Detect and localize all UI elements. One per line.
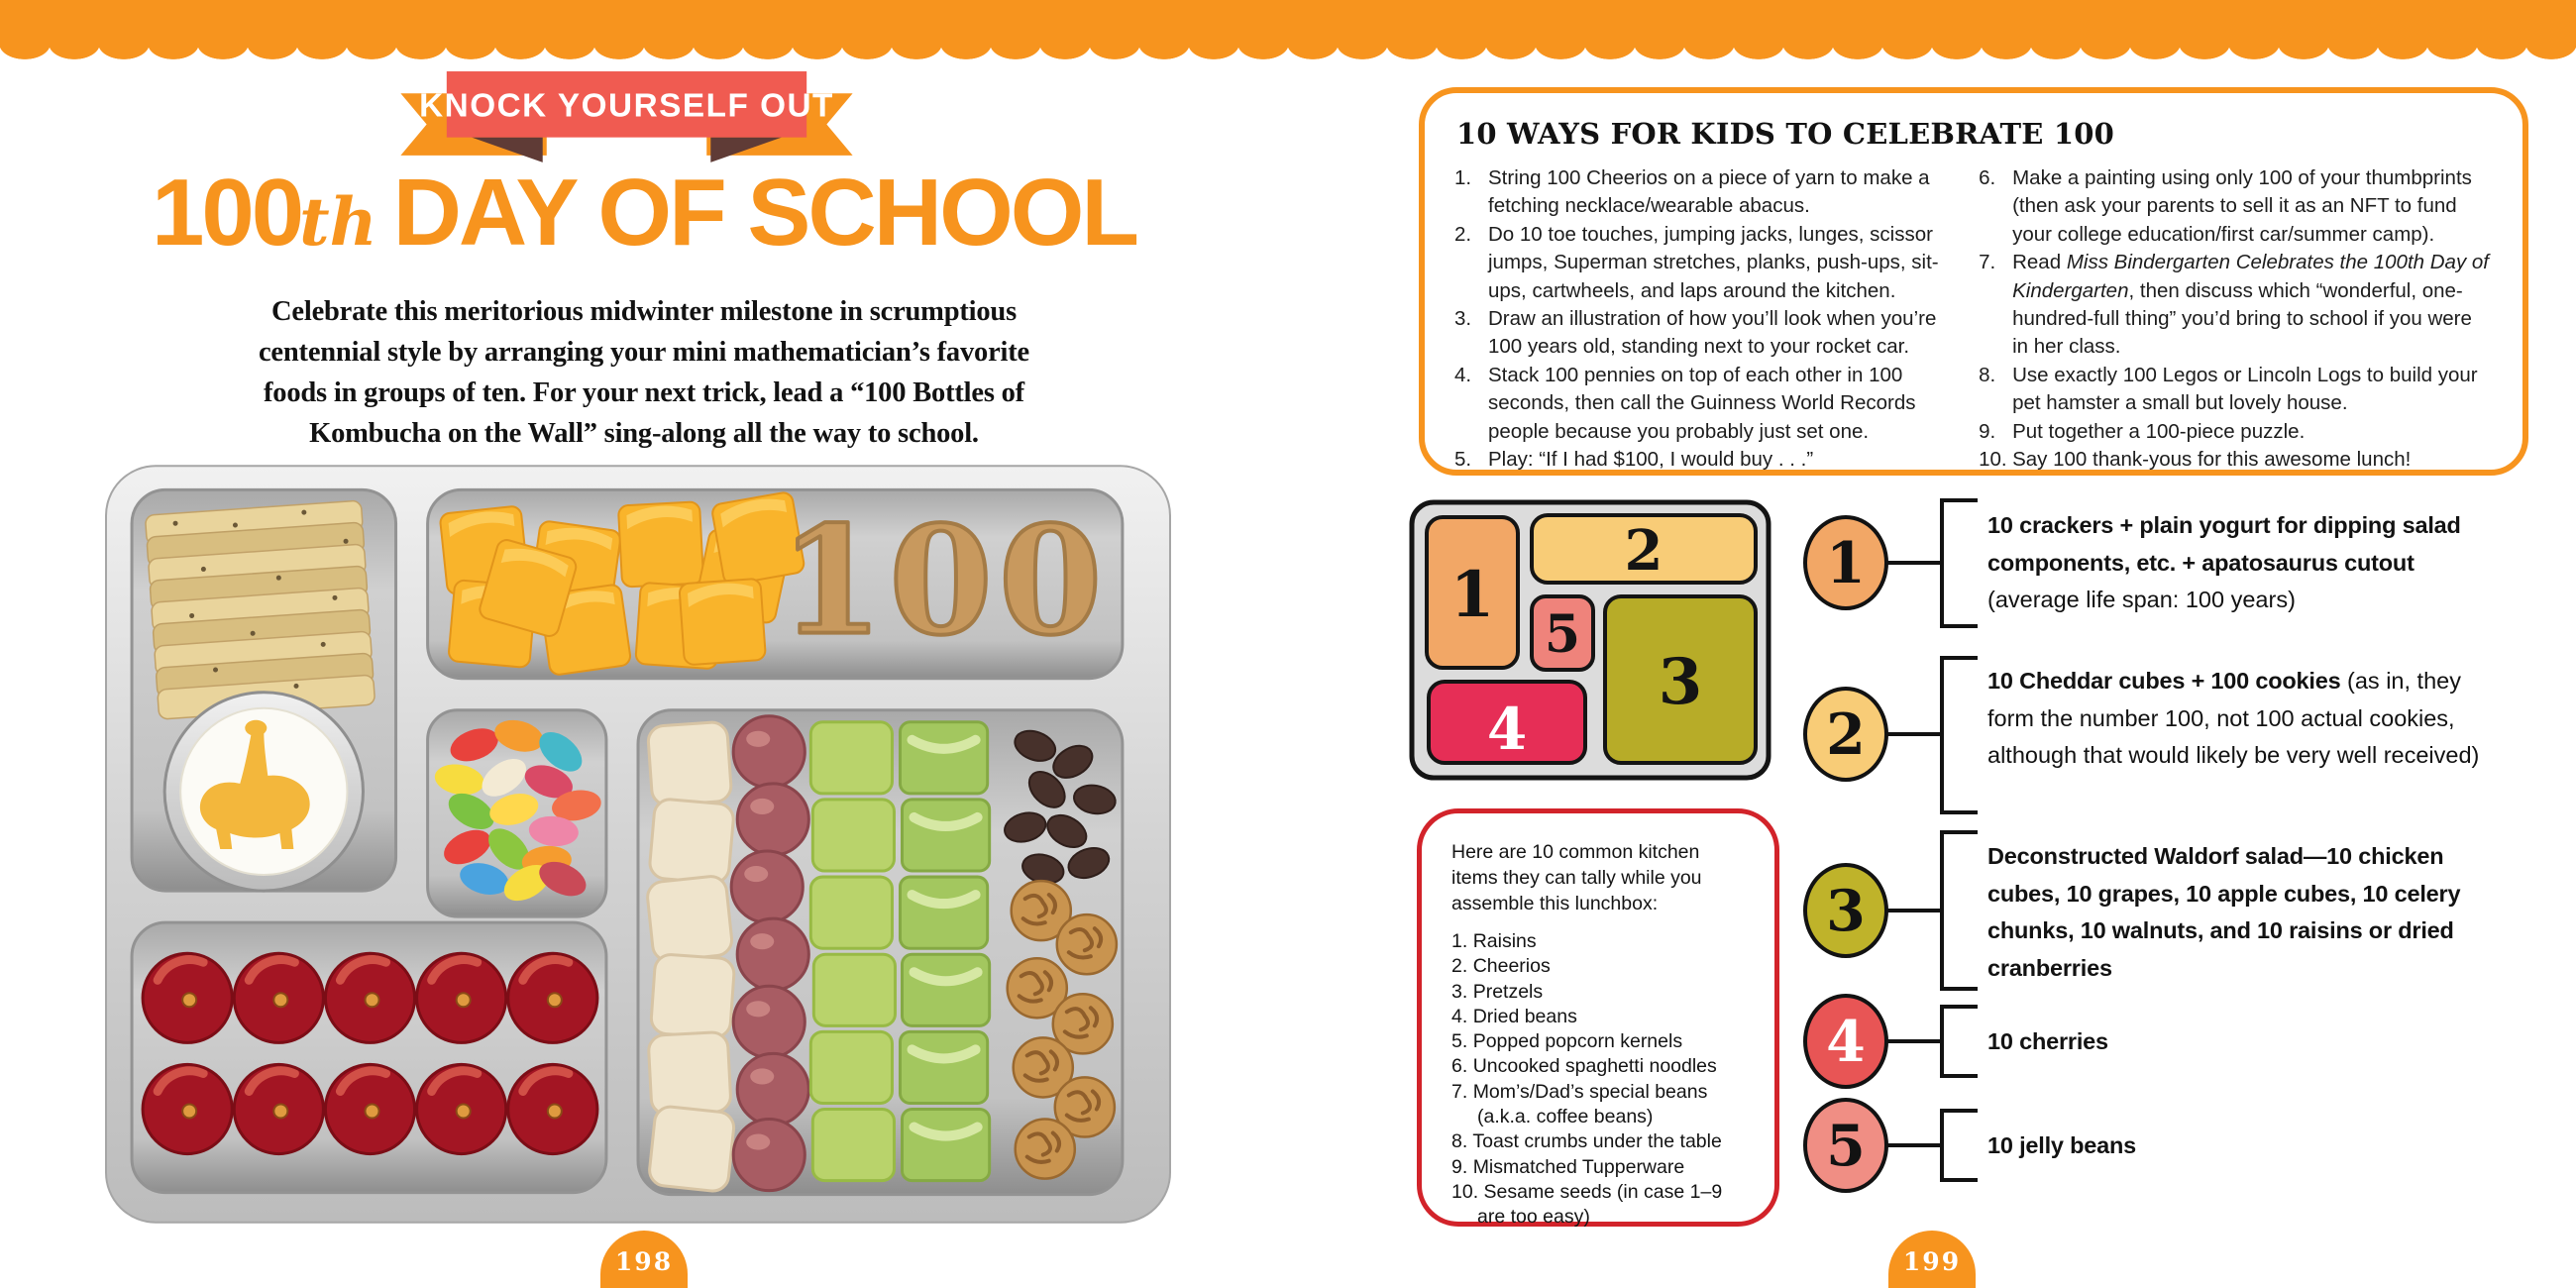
legend-text-3: Deconstructed Waldorf salad—10 chicken cubes, 10 grapes, 10 apple cubes, 10 celery chunks, 10 walnuts, and 10 raisins or dried cranberries <box>1987 843 2461 981</box>
way-item: 5. Play: “If I had $100, I would buy . . .” <box>1454 448 1814 472</box>
legend-bracket <box>1940 656 1978 814</box>
title-ordinal: th <box>299 183 377 261</box>
ten-ways-box <box>1419 87 2528 476</box>
kitchen-list <box>1451 929 1749 1231</box>
page-number-tab-right <box>1888 1231 1976 1288</box>
lunchbox-tray-graphic <box>102 462 1174 1227</box>
intro-line: foods in groups of ten. For your next trick, lead a “100 Bottles of <box>264 377 1024 408</box>
ten-ways-heading: 10 WAYS FOR KIDS TO CELEBRATE 100 <box>1456 117 2115 151</box>
kitchen-item: 2. Cheerios <box>1451 955 1551 978</box>
way-item: 9. Put together a 100-piece puzzle. <box>1979 419 2306 443</box>
legend-circle-3 <box>1803 863 1888 958</box>
legend-text-4: 10 cherries <box>1987 1028 2108 1054</box>
number-cookies: 100 <box>779 493 1109 669</box>
yogurt-cup <box>164 693 363 891</box>
way-item: 6. Make a painting using only 100 of your thumbprints (then ask your parents to sell it as an NFT to fund your college education/first car/summer camp). <box>1979 166 2472 246</box>
diagram-number-4: 4 <box>1486 696 1528 763</box>
legend-connector <box>1886 1039 1940 1043</box>
kitchen-item: 4. Dried beans <box>1451 1005 1577 1027</box>
intro-line: Celebrate this meritorious midwinter milestone in scrumptious <box>271 296 1017 327</box>
diagram-number-2: 2 <box>1624 518 1664 584</box>
legend-connector <box>1886 1143 1940 1147</box>
legend-bracket <box>1940 830 1978 991</box>
top-scallop-border <box>0 0 2576 44</box>
way-item: 2. Do 10 toe touches, jumping jacks, lunges, scissor jumps, Superman stretches, planks, push-ups, sit-ups, cartwheels, and laps around the kitchen. <box>1454 222 1939 302</box>
kitchen-item: 7. Mom’s/Dad’s special beans (a.k.a. coffee beans) <box>1451 1080 1708 1128</box>
legend-text-1: 10 crackers + plain yogurt for dipping salad components, etc. + apatosaurus cutout (average life span: 100 years) <box>1987 512 2461 612</box>
kitchen-item: 5. Popped popcorn kernels <box>1451 1030 1683 1053</box>
legend-connector <box>1886 561 1940 565</box>
diagram-number-3: 3 <box>1658 645 1703 719</box>
ways-column-right <box>1979 164 2493 474</box>
way-item: 1. String 100 Cheerios on a piece of yarn to make a fetching necklace/wearable abacus. <box>1454 166 1930 218</box>
kitchen-intro: Here are 10 common kitchen items they can tally while you assemble this lunchbox: <box>1451 841 1702 914</box>
legend-number: 1 <box>1826 529 1866 596</box>
lunchbox-diagram <box>1407 497 1773 788</box>
kitchen-item: 6. Uncooked spaghetti noodles <box>1451 1055 1717 1078</box>
legend-circle-2 <box>1803 687 1888 782</box>
banner-label: KNOCK YOURSELF OUT <box>419 87 834 125</box>
legend-connector <box>1886 909 1940 912</box>
way-item: 8. Use exactly 100 Legos or Lincoln Logs to build your pet hamster a small but lovely house. <box>1979 363 2478 415</box>
legend-number: 4 <box>1826 1008 1866 1075</box>
kitchen-item: 1. Raisins <box>1451 930 1537 952</box>
page-title <box>0 159 1288 268</box>
kitchen-item: 8. Toast crumbs under the table <box>1451 1130 1722 1153</box>
legend-text-2: 10 Cheddar cubes + 100 cookies (as in, they form the number 100, not 100 actual cookies, although that would likely be very well received) <box>1987 668 2480 768</box>
ways-column-left <box>1454 164 1939 474</box>
legend-circle-4 <box>1803 994 1888 1089</box>
kitchen-item: 10. Sesame seeds (in case 1–9 are too easy) <box>1451 1180 1723 1229</box>
title-rest: DAY OF SCHOOL <box>392 160 1137 266</box>
legend-bracket <box>1940 498 1978 628</box>
page-number: 199 <box>1902 1246 1962 1276</box>
legend-bracket <box>1940 1005 1978 1078</box>
legend-circle-1 <box>1803 515 1888 610</box>
legend-text-5: 10 jelly beans <box>1987 1132 2137 1158</box>
kitchen-item: 9. Mismatched Tupperware <box>1451 1155 1685 1178</box>
book-title: Miss Bindergarten Celebrates the 100th Day of Kindergarten <box>2012 251 2489 302</box>
page-number-tab-left <box>600 1231 688 1288</box>
way-item: 4. Stack 100 pennies on top of each other in 100 seconds, then call the Guinness World Records people because you probably just set one. <box>1454 363 1916 443</box>
diagram-number-1: 1 <box>1449 558 1495 632</box>
legend-circle-5 <box>1803 1098 1888 1193</box>
kitchen-item: 3. Pretzels <box>1451 980 1544 1003</box>
legend-number: 3 <box>1826 877 1866 944</box>
intro-paragraph <box>149 291 1139 454</box>
title-number: 100 <box>151 160 302 266</box>
way-item: 3. Draw an illustration of how you’ll look when you’re 100 years old, standing next to your rocket car. <box>1454 307 1937 359</box>
page-number: 198 <box>614 1246 674 1276</box>
lunchbox-photo <box>102 462 1174 1232</box>
intro-line: Kombucha on the Wall” sing-along all the way to school. <box>309 418 979 449</box>
kitchen-tally-box <box>1417 808 1779 1227</box>
legend-bracket <box>1940 1109 1978 1182</box>
way-item: 10. Say 100 thank-yous for this awesome lunch! <box>1979 448 2412 472</box>
legend-connector <box>1886 732 1940 736</box>
intro-line: centennial style by arranging your mini mathematician’s favorite <box>258 337 1029 368</box>
crackers <box>145 500 375 719</box>
legend-number: 5 <box>1826 1112 1866 1179</box>
diagram-number-5: 5 <box>1544 604 1581 665</box>
legend-number: 2 <box>1826 700 1866 768</box>
way-item: 7. Read Miss Bindergarten Celebrates the 100th Day of Kindergarten, then discuss which “wonderful, one-hundred-full thing” you’d bring to school if you were in her class. <box>1979 251 2489 359</box>
